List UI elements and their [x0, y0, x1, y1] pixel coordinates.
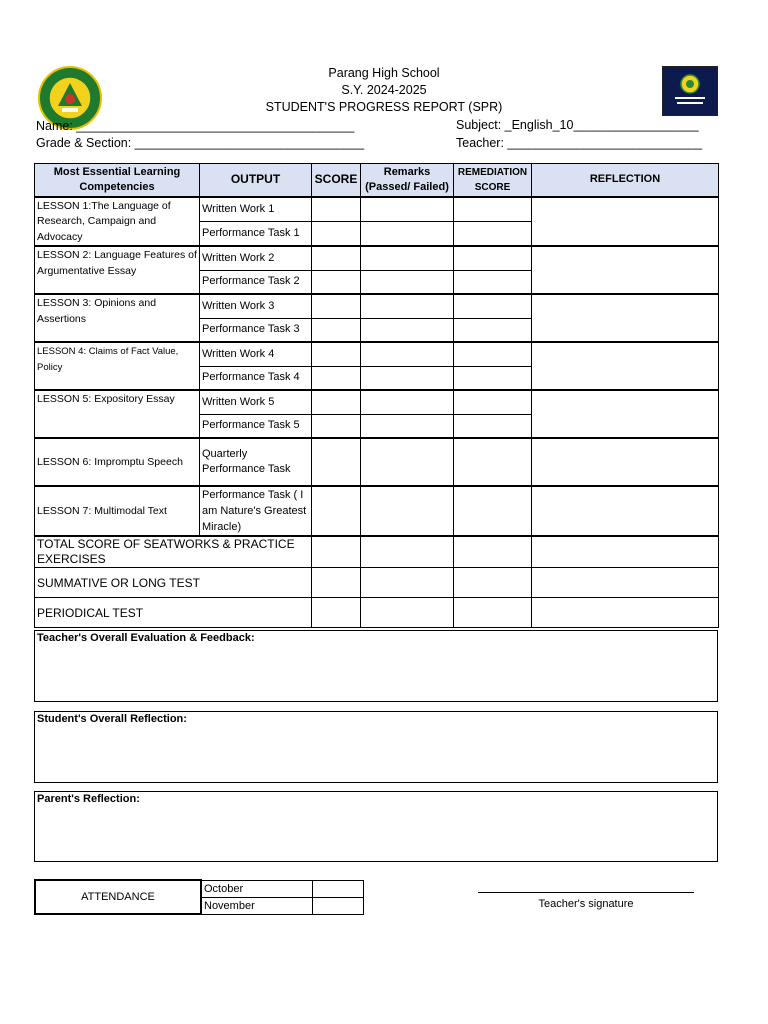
name-field[interactable]: Name: ________________________________________: [36, 119, 355, 133]
remediation-cell[interactable]: [454, 390, 532, 414]
remediation-cell[interactable]: [454, 414, 532, 438]
lesson-4-output-1: Written Work 4: [200, 342, 312, 366]
lesson-4-title: LESSON 4: Claims of Fact Value, Policy: [35, 342, 200, 390]
remarks-cell[interactable]: [361, 390, 454, 414]
periodical-test-label: PERIODICAL TEST: [35, 598, 312, 628]
remediation-cell[interactable]: [454, 568, 532, 598]
report-title: STUDENT'S PROGRESS REPORT (SPR): [265, 100, 503, 114]
parent-reflection-label: Parent's Reflection:: [37, 793, 140, 805]
remarks-cell[interactable]: [361, 318, 454, 342]
lesson-1-output-1: Written Work 1: [200, 197, 312, 222]
header-reflection: REFLECTION: [532, 164, 719, 197]
student-reflection-label: Student's Overall Reflection:: [37, 713, 187, 725]
subject-field[interactable]: Subject: _English_10__________________: [456, 118, 699, 132]
remediation-cell[interactable]: [454, 294, 532, 318]
remediation-cell[interactable]: [454, 197, 532, 222]
header-remarks: Remarks (Passed/ Failed): [361, 164, 454, 197]
lesson-3-title: LESSON 3: Opinions and Assertions: [35, 294, 200, 342]
remarks-cell[interactable]: [361, 221, 454, 246]
score-cell[interactable]: [312, 438, 361, 486]
score-cell[interactable]: [312, 221, 361, 246]
teacher-evaluation-box[interactable]: [34, 630, 718, 702]
reflection-cell[interactable]: [532, 598, 719, 628]
teacher-field[interactable]: Teacher: ____________________________: [456, 136, 703, 150]
remediation-cell[interactable]: [454, 246, 532, 270]
lesson-5-title: LESSON 5: Expository Essay: [35, 390, 200, 438]
score-cell[interactable]: [312, 390, 361, 414]
score-cell[interactable]: [312, 568, 361, 598]
remediation-cell[interactable]: [454, 366, 532, 390]
header-output: OUTPUT: [200, 164, 312, 197]
score-cell[interactable]: [312, 246, 361, 270]
header-competencies: Most Essential Learning Competencies: [35, 164, 200, 197]
reflection-cell[interactable]: [532, 246, 719, 294]
lesson-2-output-2: Performance Task 2: [200, 270, 312, 294]
reflection-cell[interactable]: [532, 536, 719, 568]
summative-test-label: SUMMATIVE OR LONG TEST: [35, 568, 312, 598]
header-score: SCORE: [312, 164, 361, 197]
remediation-cell[interactable]: [454, 318, 532, 342]
remarks-cell[interactable]: [361, 598, 454, 628]
lesson-2-title: LESSON 2: Language Features of Argumentative Essay: [35, 246, 200, 294]
signature-label: Teacher's signature: [538, 898, 634, 910]
progress-table: [34, 163, 719, 628]
lesson-6-output: Quarterly Performance Task: [200, 438, 312, 486]
student-reflection-box[interactable]: [34, 711, 718, 783]
lesson-3-output-1: Written Work 3: [200, 294, 312, 318]
grade-section-field[interactable]: Grade & Section: _________________________________: [36, 136, 365, 150]
total-seatworks-label: TOTAL SCORE OF SEATWORKS & PRACTICE EXERCISES: [35, 536, 312, 568]
reflection-cell[interactable]: [532, 342, 719, 390]
reflection-cell[interactable]: [532, 294, 719, 342]
remarks-cell[interactable]: [361, 414, 454, 438]
remediation-cell[interactable]: [454, 598, 532, 628]
remarks-cell[interactable]: [361, 246, 454, 270]
reflection-cell[interactable]: [532, 438, 719, 486]
remediation-cell[interactable]: [454, 438, 532, 486]
lesson-4-output-2: Performance Task 4: [200, 366, 312, 390]
attendance-month: October: [201, 880, 312, 897]
remediation-cell[interactable]: [454, 221, 532, 246]
lesson-7-output: Performance Task ( I am Nature's Greatest Miracle): [200, 486, 312, 536]
score-cell[interactable]: [312, 598, 361, 628]
score-cell[interactable]: [312, 197, 361, 222]
teacher-evaluation-label: Teacher's Overall Evaluation & Feedback:: [37, 632, 255, 644]
lesson-1-title: LESSON 1:The Language of Research, Campaign and Advocacy: [35, 197, 200, 247]
remediation-cell[interactable]: [454, 342, 532, 366]
score-cell[interactable]: [312, 414, 361, 438]
remarks-cell[interactable]: [361, 536, 454, 568]
remarks-cell[interactable]: [361, 342, 454, 366]
lesson-6-title: LESSON 6: Impromptu Speech: [35, 438, 200, 486]
school-year: S.Y. 2024-2025: [341, 83, 427, 97]
lesson-1-output-2: Performance Task 1: [200, 221, 312, 246]
signature-line[interactable]: [478, 892, 694, 893]
score-cell[interactable]: [312, 270, 361, 294]
remarks-cell[interactable]: [361, 486, 454, 536]
school-name: Parang High School: [328, 66, 440, 80]
header-remediation: REMEDIATION SCORE: [454, 164, 532, 197]
lesson-5-output-1: Written Work 5: [200, 390, 312, 414]
reflection-cell[interactable]: [532, 486, 719, 536]
attendance-table: [34, 879, 364, 915]
attendance-label: ATTENDANCE: [35, 880, 201, 914]
lesson-7-title: LESSON 7: Multimodal Text: [35, 486, 200, 536]
score-cell[interactable]: [312, 342, 361, 366]
parent-reflection-box[interactable]: [34, 791, 718, 862]
remarks-cell[interactable]: [361, 270, 454, 294]
remarks-cell[interactable]: [361, 438, 454, 486]
score-cell[interactable]: [312, 366, 361, 390]
lesson-2-output-1: Written Work 2: [200, 246, 312, 270]
remarks-cell[interactable]: [361, 294, 454, 318]
remarks-cell[interactable]: [361, 197, 454, 222]
reflection-cell[interactable]: [532, 197, 719, 247]
score-cell[interactable]: [312, 294, 361, 318]
remarks-cell[interactable]: [361, 366, 454, 390]
score-cell[interactable]: [312, 318, 361, 342]
attendance-value-cell[interactable]: [312, 897, 363, 914]
reflection-cell[interactable]: [532, 568, 719, 598]
lesson-3-output-2: Performance Task 3: [200, 318, 312, 342]
score-cell[interactable]: [312, 486, 361, 536]
reflection-cell[interactable]: [532, 390, 719, 438]
lesson-5-output-2: Performance Task 5: [200, 414, 312, 438]
attendance-value-cell[interactable]: [312, 880, 363, 897]
attendance-month: November: [201, 897, 312, 914]
score-cell[interactable]: [312, 536, 361, 568]
remediation-cell[interactable]: [454, 486, 532, 536]
remediation-cell[interactable]: [454, 536, 532, 568]
remarks-cell[interactable]: [361, 568, 454, 598]
remediation-cell[interactable]: [454, 270, 532, 294]
